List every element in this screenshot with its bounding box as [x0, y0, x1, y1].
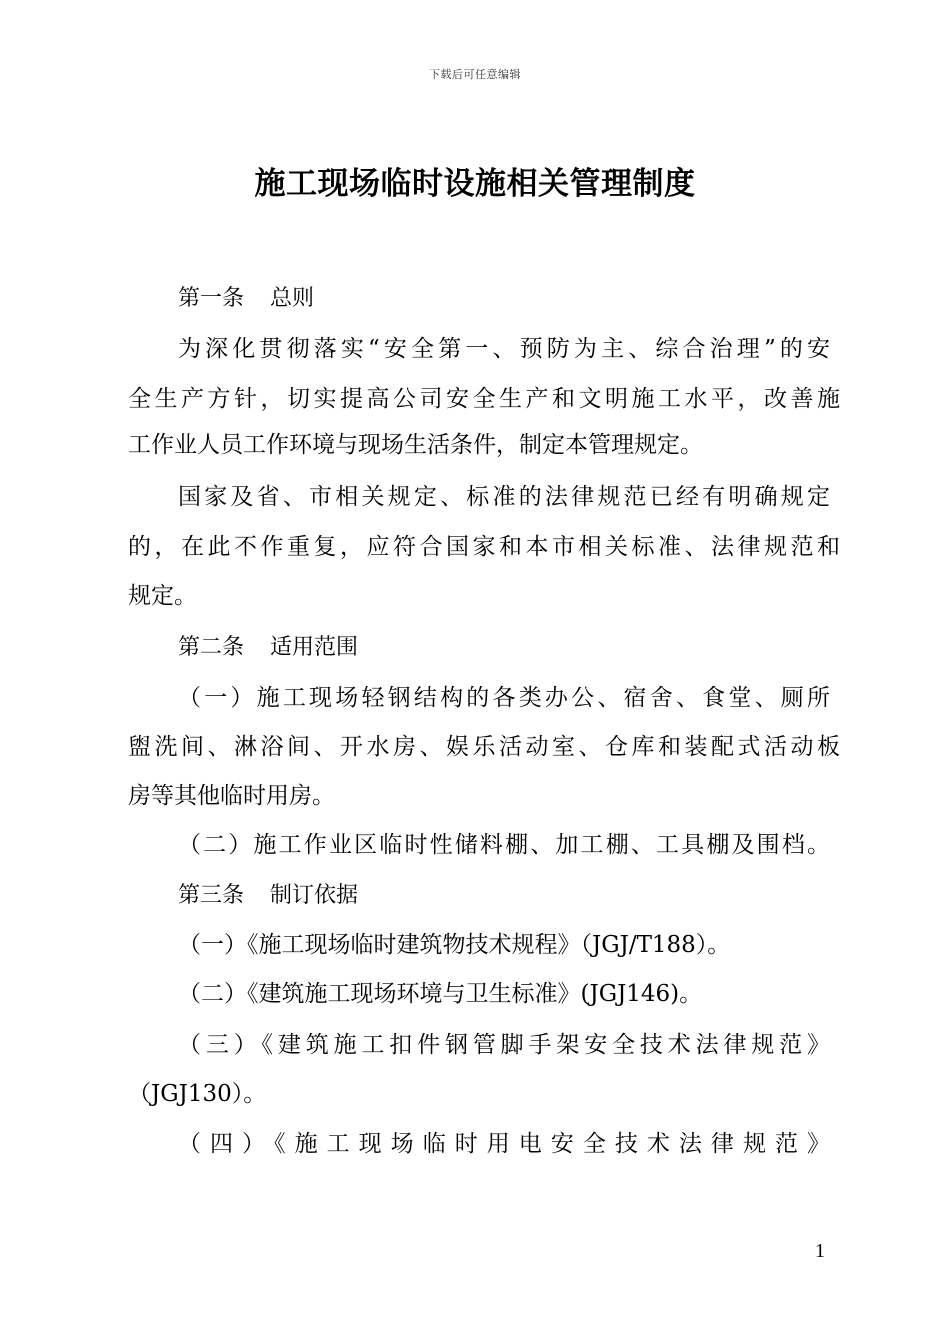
paragraph-line: 盥洗间、淋浴间、开水房、娱乐活动室、仓库和装配式活动板: [128, 734, 840, 760]
paragraph-line: 工作业人员工作环境与现场生活条件，制定本管理规定。: [128, 432, 703, 458]
paragraph-line: 的，在此不作重复，应符合国家和本市相关标准、法律规范和: [128, 534, 840, 560]
paragraph-line: 规定。: [128, 583, 197, 609]
paragraph-line: 房等其他临时用房。: [128, 783, 335, 809]
paragraph-line: （三）《建筑施工扣件钢管脚手架安全技术法律规范》: [178, 1032, 830, 1058]
paragraph-line: （二）施工作业区临时性储料棚、加工棚、工具棚及围档。: [178, 832, 830, 858]
paragraph-line: （一）施工现场轻钢结构的各类办公、宿舍、食堂、厕所: [178, 685, 830, 711]
page-number: 1: [815, 1240, 825, 1262]
section-heading-1: [178, 283, 830, 315]
section-number: 第一条: [178, 286, 245, 311]
section-number: 第三条: [178, 883, 245, 908]
paragraph-line: 全生产方针，切实提高公司安全生产和文明施工水平，改善施: [128, 386, 840, 412]
section-name: 适用范围: [270, 635, 359, 660]
section-heading-2: [178, 632, 830, 664]
header-note: 下载后可任意编辑: [429, 68, 521, 81]
section-number: 第二条: [178, 635, 245, 660]
paragraph-line: 国家及省、市相关规定、标准的法律规范已经有明确规定: [178, 484, 830, 510]
section-name: 制订依据: [270, 883, 359, 908]
paragraph-line: （四）《施工现场临时用电安全技术法律规范》: [178, 1131, 830, 1157]
section-heading-3: [178, 880, 830, 912]
document-title: 施工现场临时设施相关管理制度: [254, 166, 696, 202]
section-name: 总则: [270, 286, 315, 311]
paragraph-line: 为深化贯彻落实“安全第一、预防为主、综合治理”的安: [178, 336, 830, 362]
paragraph-line: （一）《施工现场临时建筑物技术规程》（JGJ/T188）。: [178, 932, 731, 958]
paragraph-line: （JGJ130）。: [128, 1081, 267, 1107]
paragraph-line: （二）《建筑施工现场环境与卫生标准》(JGJ146)。: [178, 981, 703, 1007]
